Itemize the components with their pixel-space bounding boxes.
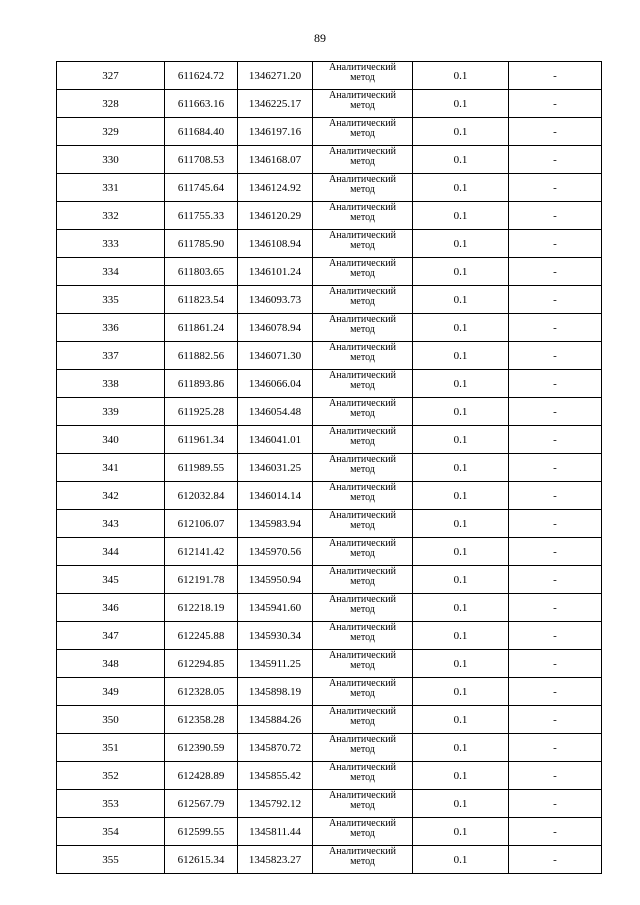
method-label-line: Аналитический [329, 790, 396, 801]
point-number-cell: 328 [57, 90, 165, 118]
table-row [57, 678, 602, 706]
method-label-line: метод [350, 100, 375, 111]
y-coordinate-cell: 1346093.73 [238, 286, 313, 314]
x-coordinate-cell: 611745.64 [165, 174, 238, 202]
point-number-cell: 347 [57, 622, 165, 650]
method-label-line: Аналитический [329, 594, 396, 605]
table-row [57, 622, 602, 650]
point-number-cell: 353 [57, 790, 165, 818]
accuracy-cell: 0.1 [413, 594, 509, 622]
y-coordinate-cell: 1346271.20 [238, 62, 313, 90]
y-coordinate-cell: 1345983.94 [238, 510, 313, 538]
method-label-line: Аналитический [329, 118, 396, 129]
method-cell [313, 146, 413, 174]
x-coordinate-cell: 611989.55 [165, 454, 238, 482]
y-coordinate-cell: 1346014.14 [238, 482, 313, 510]
accuracy-cell: 0.1 [413, 230, 509, 258]
method-cell [313, 566, 413, 594]
method-cell [313, 90, 413, 118]
y-coordinate-cell: 1346101.24 [238, 258, 313, 286]
table-row [57, 426, 602, 454]
method-label-line: Аналитический [329, 314, 396, 325]
point-number-cell: 352 [57, 762, 165, 790]
x-coordinate-cell: 612141.42 [165, 538, 238, 566]
method-label-line: метод [350, 436, 375, 447]
table-row [57, 650, 602, 678]
method-cell [313, 258, 413, 286]
note-cell: - [509, 230, 602, 258]
method-cell [313, 118, 413, 146]
x-coordinate-cell: 612032.84 [165, 482, 238, 510]
method-label-line: Аналитический [329, 846, 396, 857]
accuracy-cell: 0.1 [413, 90, 509, 118]
method-cell [313, 342, 413, 370]
y-coordinate-cell: 1346066.04 [238, 370, 313, 398]
point-number-cell: 338 [57, 370, 165, 398]
x-coordinate-cell: 612218.19 [165, 594, 238, 622]
method-cell [313, 370, 413, 398]
point-number-cell: 336 [57, 314, 165, 342]
method-label-line: метод [350, 492, 375, 503]
method-label-line: метод [350, 772, 375, 783]
table-row [57, 202, 602, 230]
accuracy-cell: 0.1 [413, 622, 509, 650]
table-row [57, 398, 602, 426]
method-label-line: метод [350, 856, 375, 867]
y-coordinate-cell: 1346108.94 [238, 230, 313, 258]
method-label-line: Аналитический [329, 90, 396, 101]
y-coordinate-cell: 1346225.17 [238, 90, 313, 118]
table-row [57, 118, 602, 146]
x-coordinate-cell: 611882.56 [165, 342, 238, 370]
method-label-line: Аналитический [329, 202, 396, 213]
method-cell [313, 650, 413, 678]
table-row [57, 230, 602, 258]
method-label-line: Аналитический [329, 734, 396, 745]
note-cell: - [509, 62, 602, 90]
accuracy-cell: 0.1 [413, 818, 509, 846]
accuracy-cell: 0.1 [413, 734, 509, 762]
accuracy-cell: 0.1 [413, 538, 509, 566]
note-cell: - [509, 818, 602, 846]
accuracy-cell: 0.1 [413, 258, 509, 286]
point-number-cell: 335 [57, 286, 165, 314]
accuracy-cell: 0.1 [413, 566, 509, 594]
table-row [57, 62, 602, 90]
method-label-line: метод [350, 184, 375, 195]
method-label-line: метод [350, 716, 375, 727]
method-cell [313, 62, 413, 90]
accuracy-cell: 0.1 [413, 174, 509, 202]
note-cell: - [509, 846, 602, 874]
method-label-line: метод [350, 520, 375, 531]
table-row [57, 846, 602, 874]
note-cell: - [509, 538, 602, 566]
coordinates-table [56, 61, 602, 874]
method-label-line: метод [350, 828, 375, 839]
y-coordinate-cell: 1345941.60 [238, 594, 313, 622]
point-number-cell: 350 [57, 706, 165, 734]
y-coordinate-cell: 1345792.12 [238, 790, 313, 818]
note-cell: - [509, 678, 602, 706]
method-label-line: Аналитический [329, 426, 396, 437]
accuracy-cell: 0.1 [413, 426, 509, 454]
x-coordinate-cell: 612428.89 [165, 762, 238, 790]
note-cell: - [509, 118, 602, 146]
point-number-cell: 333 [57, 230, 165, 258]
y-coordinate-cell: 1345870.72 [238, 734, 313, 762]
accuracy-cell: 0.1 [413, 146, 509, 174]
y-coordinate-cell: 1346124.92 [238, 174, 313, 202]
page-number: 89 [314, 31, 326, 45]
method-label-line: метод [350, 380, 375, 391]
point-number-cell: 339 [57, 398, 165, 426]
method-cell [313, 202, 413, 230]
accuracy-cell: 0.1 [413, 398, 509, 426]
method-cell [313, 454, 413, 482]
y-coordinate-cell: 1345898.19 [238, 678, 313, 706]
x-coordinate-cell: 611961.34 [165, 426, 238, 454]
table-row [57, 370, 602, 398]
table-row [57, 90, 602, 118]
note-cell: - [509, 286, 602, 314]
method-cell [313, 846, 413, 874]
method-label-line: Аналитический [329, 706, 396, 717]
note-cell: - [509, 762, 602, 790]
note-cell: - [509, 454, 602, 482]
method-cell [313, 510, 413, 538]
method-cell [313, 482, 413, 510]
point-number-cell: 342 [57, 482, 165, 510]
table-row [57, 146, 602, 174]
accuracy-cell: 0.1 [413, 510, 509, 538]
y-coordinate-cell: 1346197.16 [238, 118, 313, 146]
x-coordinate-cell: 612567.79 [165, 790, 238, 818]
method-cell [313, 230, 413, 258]
table-row [57, 790, 602, 818]
method-label-line: Аналитический [329, 230, 396, 241]
point-number-cell: 327 [57, 62, 165, 90]
x-coordinate-cell: 612245.88 [165, 622, 238, 650]
point-number-cell: 355 [57, 846, 165, 874]
accuracy-cell: 0.1 [413, 846, 509, 874]
table-row [57, 174, 602, 202]
method-label-line: Аналитический [329, 650, 396, 661]
method-label-line: метод [350, 156, 375, 167]
table-row [57, 482, 602, 510]
method-cell [313, 314, 413, 342]
note-cell: - [509, 734, 602, 762]
method-label-line: Аналитический [329, 538, 396, 549]
y-coordinate-cell: 1345950.94 [238, 566, 313, 594]
method-label-line: метод [350, 72, 375, 83]
x-coordinate-cell: 611925.28 [165, 398, 238, 426]
x-coordinate-cell: 612358.28 [165, 706, 238, 734]
table-row [57, 762, 602, 790]
y-coordinate-cell: 1345911.25 [238, 650, 313, 678]
note-cell: - [509, 706, 602, 734]
note-cell: - [509, 174, 602, 202]
method-cell [313, 622, 413, 650]
y-coordinate-cell: 1345930.34 [238, 622, 313, 650]
accuracy-cell: 0.1 [413, 678, 509, 706]
note-cell: - [509, 314, 602, 342]
x-coordinate-cell: 611684.40 [165, 118, 238, 146]
x-coordinate-cell: 612106.07 [165, 510, 238, 538]
table-row [57, 538, 602, 566]
accuracy-cell: 0.1 [413, 286, 509, 314]
table-row [57, 706, 602, 734]
point-number-cell: 340 [57, 426, 165, 454]
point-number-cell: 343 [57, 510, 165, 538]
method-cell [313, 678, 413, 706]
method-label-line: метод [350, 800, 375, 811]
accuracy-cell: 0.1 [413, 706, 509, 734]
y-coordinate-cell: 1346120.29 [238, 202, 313, 230]
method-label-line: метод [350, 660, 375, 671]
method-label-line: Аналитический [329, 818, 396, 829]
y-coordinate-cell: 1346078.94 [238, 314, 313, 342]
method-label-line: Аналитический [329, 62, 396, 73]
y-coordinate-cell: 1345823.27 [238, 846, 313, 874]
method-cell [313, 398, 413, 426]
x-coordinate-cell: 612599.55 [165, 818, 238, 846]
y-coordinate-cell: 1345811.44 [238, 818, 313, 846]
method-label-line: метод [350, 240, 375, 251]
method-label-line: Аналитический [329, 146, 396, 157]
table-row [57, 454, 602, 482]
method-label-line: метод [350, 324, 375, 335]
method-label-line: Аналитический [329, 174, 396, 185]
y-coordinate-cell: 1346168.07 [238, 146, 313, 174]
method-label-line: Аналитический [329, 510, 396, 521]
accuracy-cell: 0.1 [413, 762, 509, 790]
note-cell: - [509, 594, 602, 622]
point-number-cell: 330 [57, 146, 165, 174]
x-coordinate-cell: 611823.54 [165, 286, 238, 314]
accuracy-cell: 0.1 [413, 342, 509, 370]
table-row [57, 258, 602, 286]
accuracy-cell: 0.1 [413, 370, 509, 398]
table-row [57, 314, 602, 342]
note-cell: - [509, 790, 602, 818]
x-coordinate-cell: 611708.53 [165, 146, 238, 174]
method-label-line: Аналитический [329, 286, 396, 297]
point-number-cell: 334 [57, 258, 165, 286]
note-cell: - [509, 398, 602, 426]
method-label-line: Аналитический [329, 342, 396, 353]
note-cell: - [509, 482, 602, 510]
method-label-line: метод [350, 268, 375, 279]
method-cell [313, 286, 413, 314]
note-cell: - [509, 146, 602, 174]
x-coordinate-cell: 612294.85 [165, 650, 238, 678]
point-number-cell: 344 [57, 538, 165, 566]
point-number-cell: 345 [57, 566, 165, 594]
point-number-cell: 337 [57, 342, 165, 370]
y-coordinate-cell: 1346031.25 [238, 454, 313, 482]
x-coordinate-cell: 611861.24 [165, 314, 238, 342]
point-number-cell: 346 [57, 594, 165, 622]
method-label-line: Аналитический [329, 678, 396, 689]
x-coordinate-cell: 611893.86 [165, 370, 238, 398]
table-row [57, 566, 602, 594]
accuracy-cell: 0.1 [413, 62, 509, 90]
method-label-line: Аналитический [329, 566, 396, 577]
note-cell: - [509, 650, 602, 678]
method-label-line: Аналитический [329, 482, 396, 493]
x-coordinate-cell: 611624.72 [165, 62, 238, 90]
point-number-cell: 351 [57, 734, 165, 762]
accuracy-cell: 0.1 [413, 454, 509, 482]
method-label-line: метод [350, 688, 375, 699]
method-label-line: Аналитический [329, 454, 396, 465]
method-cell [313, 818, 413, 846]
table-row [57, 510, 602, 538]
y-coordinate-cell: 1345855.42 [238, 762, 313, 790]
accuracy-cell: 0.1 [413, 202, 509, 230]
method-label-line: метод [350, 632, 375, 643]
table-row [57, 286, 602, 314]
point-number-cell: 331 [57, 174, 165, 202]
point-number-cell: 341 [57, 454, 165, 482]
note-cell: - [509, 258, 602, 286]
table-row [57, 818, 602, 846]
point-number-cell: 349 [57, 678, 165, 706]
method-cell [313, 762, 413, 790]
y-coordinate-cell: 1345884.26 [238, 706, 313, 734]
table-row [57, 734, 602, 762]
note-cell: - [509, 426, 602, 454]
method-label-line: метод [350, 212, 375, 223]
note-cell: - [509, 370, 602, 398]
point-number-cell: 354 [57, 818, 165, 846]
accuracy-cell: 0.1 [413, 314, 509, 342]
method-label-line: метод [350, 604, 375, 615]
y-coordinate-cell: 1346071.30 [238, 342, 313, 370]
x-coordinate-cell: 611785.90 [165, 230, 238, 258]
method-label-line: метод [350, 408, 375, 419]
accuracy-cell: 0.1 [413, 118, 509, 146]
accuracy-cell: 0.1 [413, 650, 509, 678]
method-label-line: Аналитический [329, 622, 396, 633]
method-cell [313, 734, 413, 762]
point-number-cell: 332 [57, 202, 165, 230]
table-row [57, 342, 602, 370]
method-cell [313, 538, 413, 566]
note-cell: - [509, 342, 602, 370]
x-coordinate-cell: 612615.34 [165, 846, 238, 874]
method-label-line: метод [350, 352, 375, 363]
table-row [57, 594, 602, 622]
method-label-line: Аналитический [329, 398, 396, 409]
method-label-line: метод [350, 128, 375, 139]
method-label-line: метод [350, 296, 375, 307]
note-cell: - [509, 510, 602, 538]
y-coordinate-cell: 1345970.56 [238, 538, 313, 566]
method-cell [313, 790, 413, 818]
x-coordinate-cell: 611755.33 [165, 202, 238, 230]
note-cell: - [509, 202, 602, 230]
x-coordinate-cell: 611803.65 [165, 258, 238, 286]
y-coordinate-cell: 1346041.01 [238, 426, 313, 454]
y-coordinate-cell: 1346054.48 [238, 398, 313, 426]
note-cell: - [509, 90, 602, 118]
x-coordinate-cell: 611663.16 [165, 90, 238, 118]
method-cell [313, 706, 413, 734]
coordinates-table-body [57, 62, 602, 874]
x-coordinate-cell: 612328.05 [165, 678, 238, 706]
method-label-line: метод [350, 464, 375, 475]
method-label-line: метод [350, 744, 375, 755]
method-cell [313, 426, 413, 454]
method-label-line: метод [350, 576, 375, 587]
method-cell [313, 174, 413, 202]
note-cell: - [509, 622, 602, 650]
note-cell: - [509, 566, 602, 594]
method-cell [313, 594, 413, 622]
method-label-line: Аналитический [329, 762, 396, 773]
accuracy-cell: 0.1 [413, 482, 509, 510]
method-label-line: Аналитический [329, 370, 396, 381]
accuracy-cell: 0.1 [413, 790, 509, 818]
method-label-line: метод [350, 548, 375, 559]
method-label-line: Аналитический [329, 258, 396, 269]
point-number-cell: 329 [57, 118, 165, 146]
x-coordinate-cell: 612390.59 [165, 734, 238, 762]
x-coordinate-cell: 612191.78 [165, 566, 238, 594]
point-number-cell: 348 [57, 650, 165, 678]
